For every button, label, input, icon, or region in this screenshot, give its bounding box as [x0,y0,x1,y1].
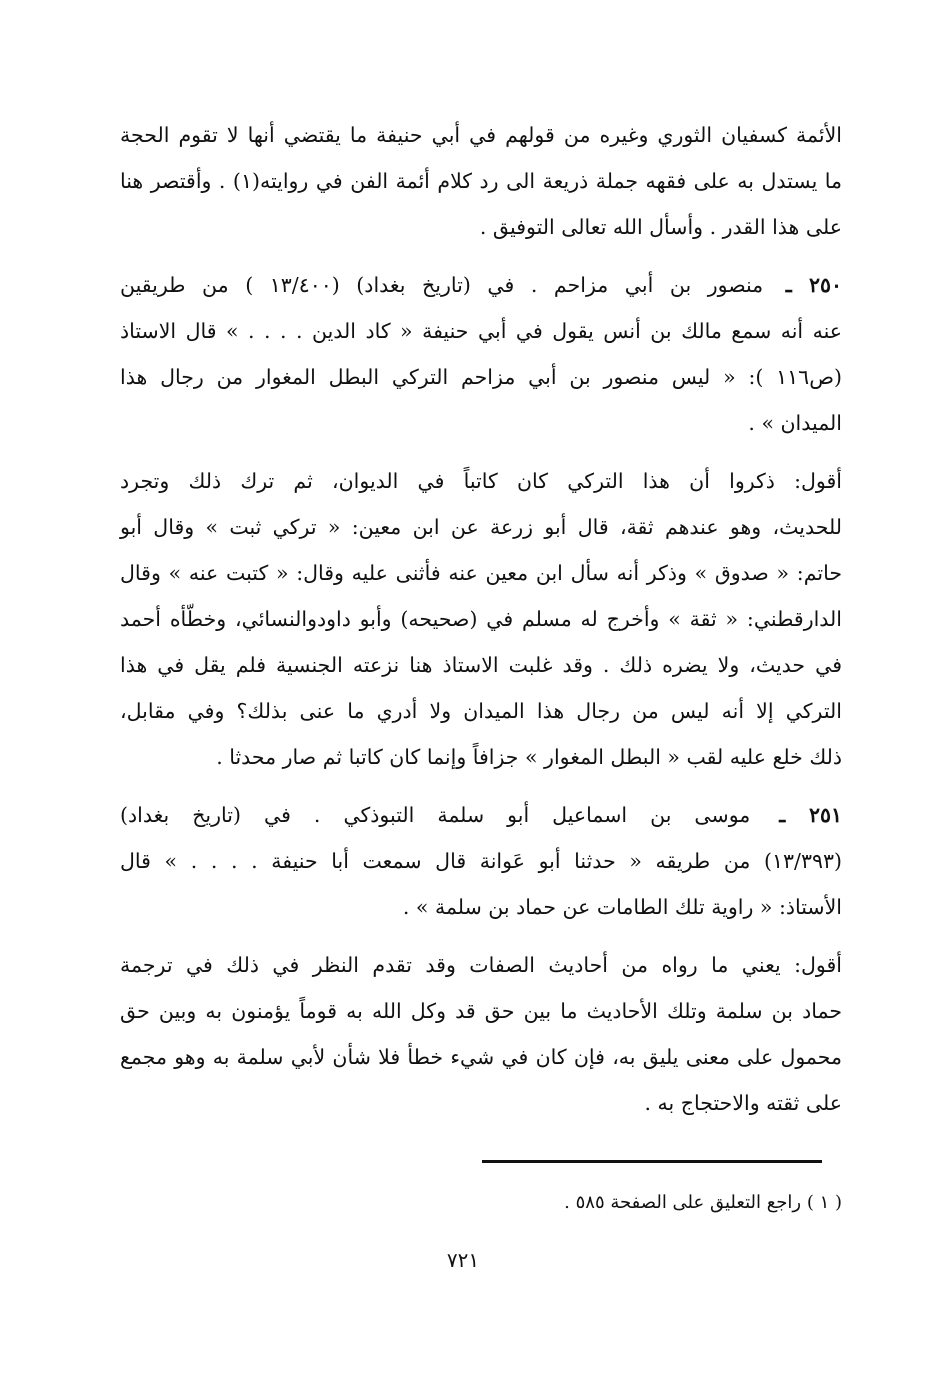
text-line: للحديث، وهو عندهم ثقة، قال أبو زرعة عن ابن معين: « تركي ثبت » وقال أبو [120,515,842,539]
text-line: أقول: يعني ما رواه من أحاديث الصفات وقد تقدم النظر في ذلك في ترجمة [120,953,842,977]
entry-number: ٢٥١ ـ [779,803,842,827]
entry-250 [120,262,842,446]
text-line: حماد بن سلمة وتلك الأحاديث ما بين حق قد وكل الله به قوماً يؤمنون به وبين حق [120,999,842,1023]
text-line: ذلك خلع عليه لقب « البطل المغوار » جزافاً وإنما كان كاتبا ثم صار محدثا . [216,745,842,769]
text-line: على ثقته والاحتجاج به . [644,1091,842,1115]
text-line: عنه أنه سمع مالك بن أنس يقول في أبي حنيفة « كاد الدين . . . . » قال الاستاذ [120,319,842,343]
text-line: حاتم: « صدوق » وذكر أنه سأل ابن معين عنه فأثنى عليه وقال: « كتبت عنه » وقال [120,561,842,585]
entry-251 [120,792,842,930]
text-line: أقول: ذكروا أن هذا التركي كان كاتباً في الديوان، ثم ترك ذلك وتجرد [120,469,842,493]
text-line: في حديث، ولا يضره ذلك . وقد غلبت الاستاذ هنا نزعته الجنسية فلم يقل في هذا [120,653,842,677]
text-line: على هذا القدر . وأسأل الله تعالى التوفيق . [479,215,842,239]
text-line [120,792,842,838]
text-line: الدارقطني: « ثقة » وأخرج له مسلم في (صحيحه) وأبو داودوالنسائي، وخطّأه أحمد [120,607,842,631]
commentary-250 [120,458,842,780]
footnote-divider [482,1160,822,1163]
entry-number: ٢٥٠ ـ [785,273,842,297]
text-line: ما يستدل به على فقهه جملة ذريعة الى رد كلام أئمة الفن في روايته(١) . وأقتصر هنا [120,169,843,193]
entry-heading-text: موسى بن اسماعيل أبو سلمة التبوذكي . في (تاريخ بغداد) [120,803,751,827]
text-line: التركي إلا أنه ليس من رجال هذا الميدان ولا أدري ما عنى بذلك؟ وفي مقابل، [120,699,842,723]
page-body [120,112,842,1138]
text-line: الميدان » . [748,411,842,435]
paragraph-continuation [120,112,842,250]
text-line: محمول على معنى يليق به، فإن كان في شيء خطأ فلا شأن لأبي سلمة به وهو مجمع [120,1045,842,1069]
text-line [120,262,842,308]
page-number: ٧٢١ [446,1248,480,1272]
text-line: الأستاذ: « راوية تلك الطامات عن حماد بن سلمة » . [402,895,842,919]
footnote: ( ١ ) راجع التعليق على الصفحة ٥٨٥ . [564,1192,842,1213]
text-line: (ص١١٦ ): « ليس منصور بن أبي مزاحم التركي البطل المغوار من رجال هذا [120,365,842,389]
text-line: الأئمة كسفيان الثوري وغيره من قولهم في أبي حنيفة ما يقتضي أنها لا تقوم الحجة [120,123,842,147]
commentary-251 [120,942,842,1126]
text-line: (١٣/٣٩٣) من طريقه « حدثنا أبو عَوانة قال سمعت أبا حنيفة . . . . » قال [120,849,842,873]
entry-heading-text: منصور بن أبي مزاحم . في (تاريخ بغداد) (١٣/٤٠٠ ) من طريقين [120,273,764,297]
